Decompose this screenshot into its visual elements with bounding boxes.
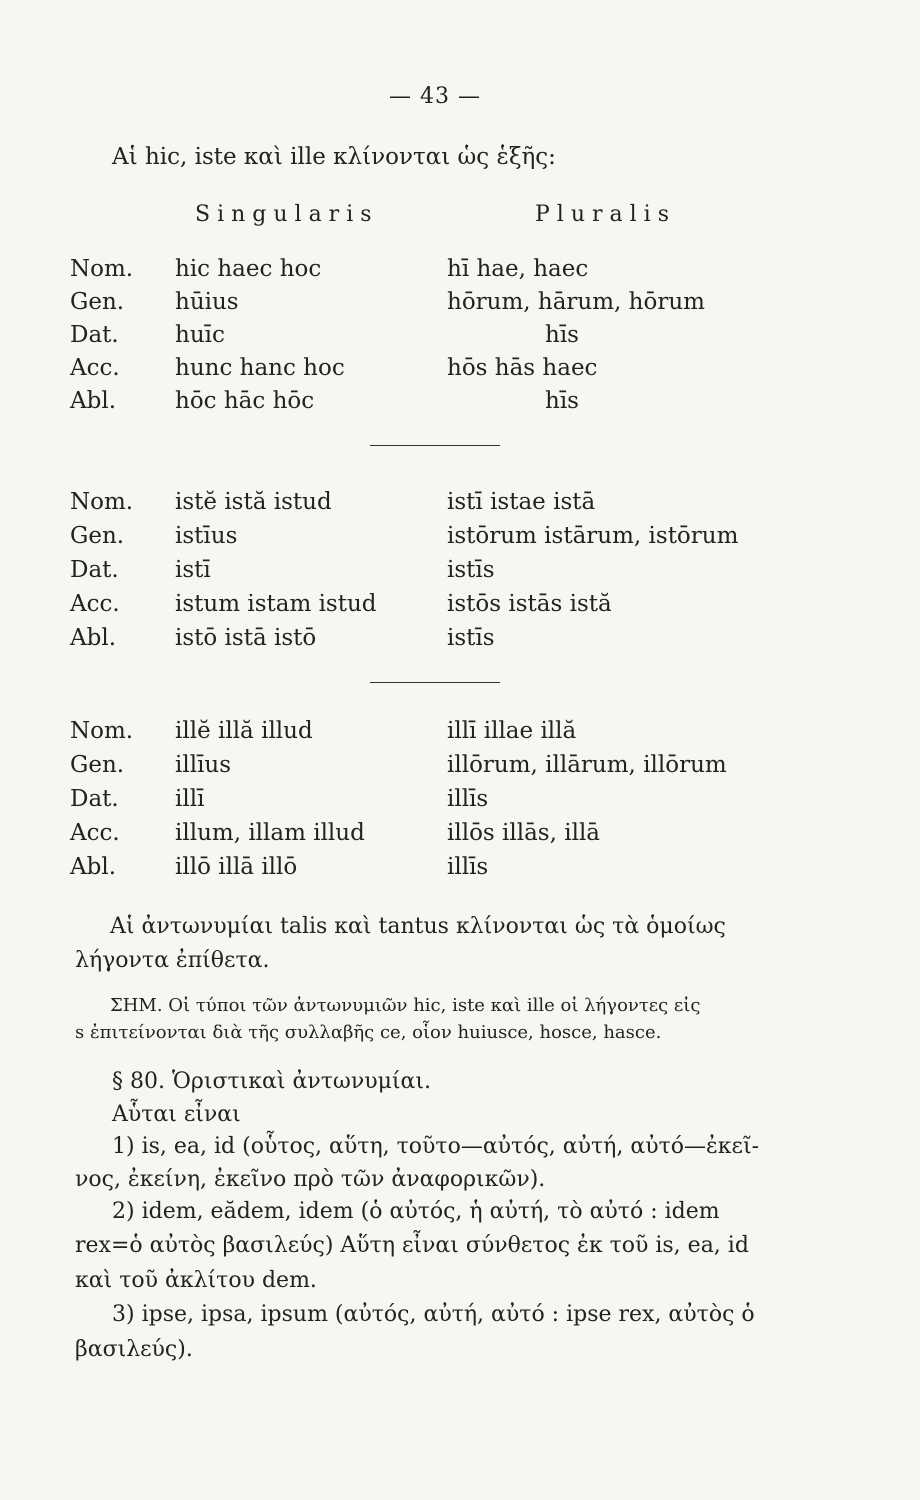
item-2-line: καὶ τοῦ ἀκλίτου dem. [75, 1268, 317, 1293]
singular-form: hic haec hoc [175, 256, 322, 282]
plural-form: hī hae, haec [447, 256, 589, 282]
singular-heading: Singularis [195, 202, 379, 227]
item-1-line: νος, ἐκείνη, ἐκεῖνο πρὸ τῶν ἀναφορικῶν). [75, 1167, 546, 1192]
singular-form: istō istā istō [175, 625, 317, 651]
case-label: Dat. [70, 557, 119, 583]
plural-form: istōs istās istă [447, 591, 612, 617]
plural-form: istōrum istārum, istōrum [447, 523, 739, 549]
section-title: § 80. Ὁριστικαὶ ἀντωνυμίαι. [112, 1069, 431, 1094]
note-line: s ἐπιτείνονται διὰ τῆς συλλαβῆς ce, οἷον huiusce, hosce, hasce. [75, 1022, 662, 1043]
item-3-line: 3) ipse, ipsa, ipsum (αὐτός, αὐτή, αὐτό : ipse rex, αὐτὸς ὁ [112, 1302, 755, 1327]
item-2-line: 2) idem, eădem, idem (ὁ αὐτός, ἡ αὐτή, τὸ αὐτό : idem [112, 1199, 720, 1224]
singular-form: illō illā illō [175, 854, 298, 880]
case-label: Nom. [70, 489, 134, 515]
plural-form: hīs [545, 388, 579, 414]
singular-form: istĕ istă istud [175, 489, 332, 515]
plural-form: illīs [447, 854, 489, 880]
talis-paragraph-line: Αἱ ἀντωνυμίαι talis καὶ tantus κλίνονται ὡς τὰ ὁμοίως [110, 914, 726, 939]
plural-form: illōs illās, illā [447, 820, 601, 846]
plural-form: hōs hās haec [447, 355, 598, 381]
singular-form: hunc hanc hoc [175, 355, 345, 381]
case-label: Gen. [70, 523, 125, 549]
case-label: Dat. [70, 322, 119, 348]
talis-paragraph-line: λήγοντα ἐπίθετα. [75, 948, 270, 973]
plural-form: illōrum, illārum, illōrum [447, 752, 727, 778]
divider-rule [370, 445, 500, 446]
plural-heading: Pluralis [535, 202, 677, 227]
case-label: Dat. [70, 786, 119, 812]
singular-form: hōc hāc hōc [175, 388, 315, 414]
singular-form: illī [175, 786, 205, 812]
singular-form: istī [175, 557, 211, 583]
item-3-line: βασιλεύς). [75, 1337, 193, 1362]
intro-sentence: Αἱ hic, iste καὶ ille κλίνονται ὡς ἑξῆς: [112, 144, 556, 170]
case-label: Abl. [70, 388, 116, 414]
singular-form: hūius [175, 289, 239, 315]
page-number: — 43 — [389, 84, 481, 109]
plural-form: istī istae istā [447, 489, 596, 515]
these-are-line: Αὗται εἶναι [112, 1102, 241, 1127]
plural-form: illīs [447, 786, 489, 812]
case-label: Acc. [70, 355, 120, 381]
case-label: Gen. [70, 752, 125, 778]
case-label: Nom. [70, 718, 134, 744]
plural-form: istīs [447, 557, 495, 583]
plural-form: hīs [545, 322, 579, 348]
singular-form: illĕ illă illud [175, 718, 313, 744]
case-label: Abl. [70, 625, 116, 651]
singular-form: huīc [175, 322, 225, 348]
case-label: Gen. [70, 289, 125, 315]
plural-form: illī illae illă [447, 718, 577, 744]
case-label: Acc. [70, 820, 120, 846]
singular-form: illīus [175, 752, 232, 778]
singular-form: illum, illam illud [175, 820, 365, 846]
case-label: Nom. [70, 256, 134, 282]
item-2-line: rex=ὁ αὐτὸς βασιλεύς) Αὕτη εἶναι σύνθετος ἐκ τοῦ is, ea, id [75, 1233, 749, 1258]
case-label: Abl. [70, 854, 116, 880]
divider-rule [370, 682, 500, 683]
item-1-line: 1) is, ea, id (οὗτος, αὕτη, τοῦτο—αὐτός, αὐτή, αὐτό—ἐκεῖ- [112, 1134, 760, 1159]
plural-form: hōrum, hārum, hōrum [447, 289, 705, 315]
singular-form: istīus [175, 523, 238, 549]
case-label: Acc. [70, 591, 120, 617]
singular-form: istum istam istud [175, 591, 377, 617]
plural-form: istīs [447, 625, 495, 651]
note-line: ΣΗΜ. Οἱ τύποι τῶν ἀντωνυμιῶν hic, iste καὶ ille οἱ λήγοντες εἰς [110, 995, 701, 1016]
